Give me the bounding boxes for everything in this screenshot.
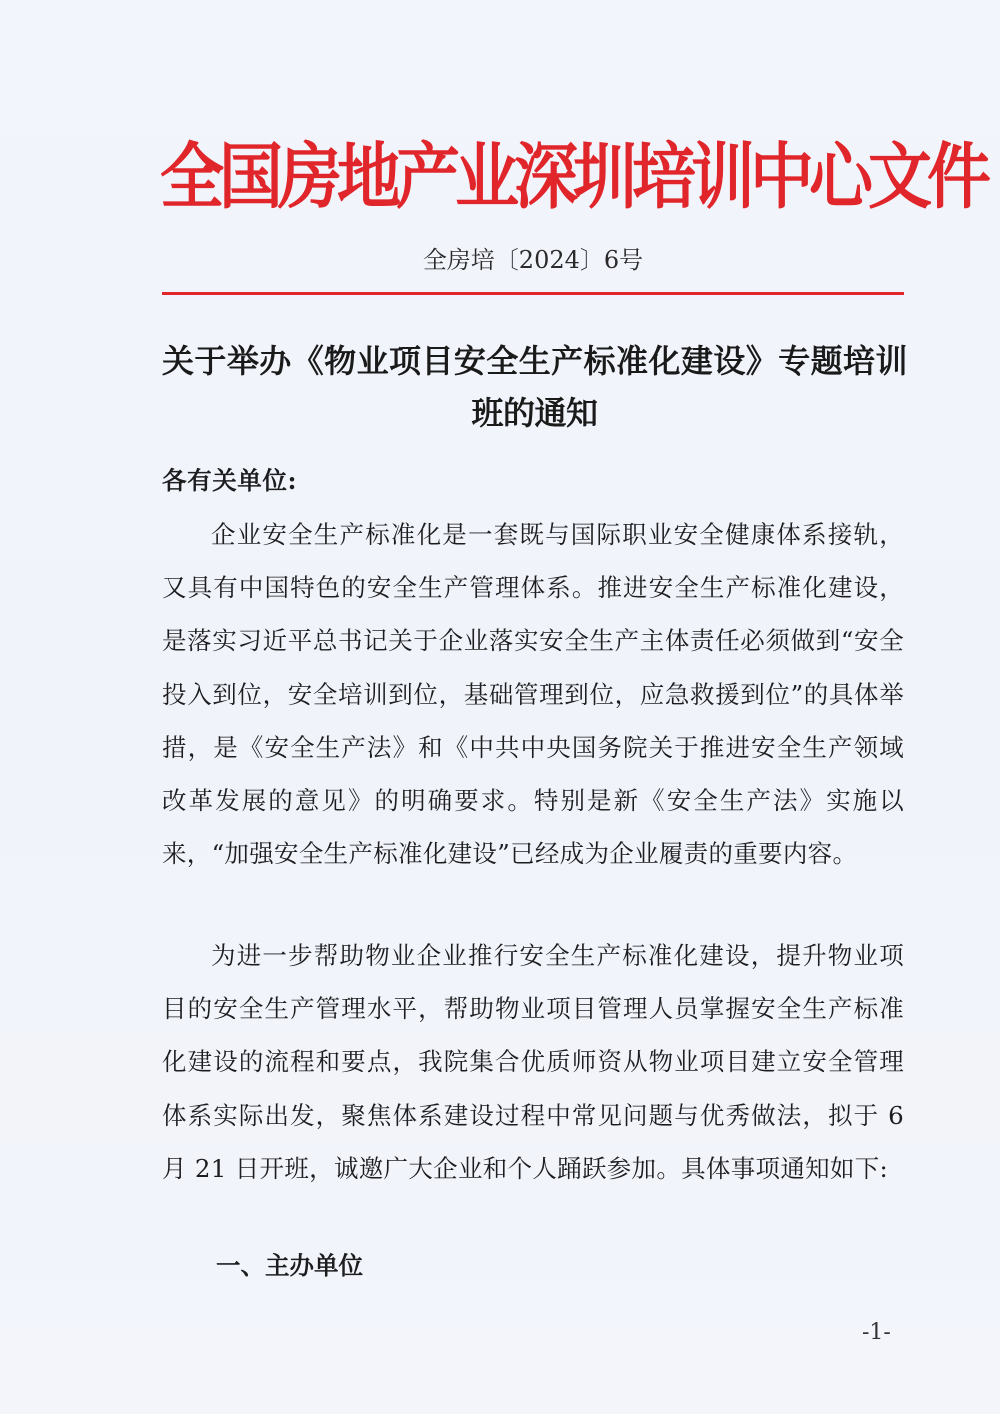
salutation: 各有关单位: xyxy=(162,466,298,495)
body-paragraph-2: 为进一步帮助物业企业推行安全生产标准化建设，提升物业项目的安全生产管理水平，帮助物业项目管理人员掌握安全生产标准化建设的流程和要点，我院集合优质师资从物业项目建立安全管理体系实际出发，聚焦体系建设过程中常见问题与优秀做法，拟于 6 月 21 日开班，诚邀广大企业和个人踊跃参加。具体事项通知如下: xyxy=(162,941,904,1183)
org-header-title: 全国房地产业深圳培训中心文件 xyxy=(160,136,986,220)
body-paragraph-1: 企业安全生产标准化是一套既与国际职业安全健康体系接轨，又具有中国特色的安全生产管理体系。推进安全生产标准化建设，是落实习近平总书记关于企业落实安全生产主体责任必须做到“安全投入到位，安全培训到位，基础管理到位，应急救援到位”的具体举措，是《安全生产法》和《中共中央国务院关于推进安全生产领域改革发展的意见》的明确要求。特别是新《安全生产法》实施以来，“加强安全生产标准化建设”已经成为企业履责的重要内容。 xyxy=(162,520,904,869)
section-heading-organizer: 一、主办单位 xyxy=(216,1251,363,1280)
page-number: -1- xyxy=(862,1320,891,1345)
notice-title: 关于举办《物业项目安全生产标准化建设》专题培训班的通知 xyxy=(162,342,907,432)
red-divider-line xyxy=(162,292,904,295)
document-number: 全房培〔2024〕6号 xyxy=(422,246,644,274)
